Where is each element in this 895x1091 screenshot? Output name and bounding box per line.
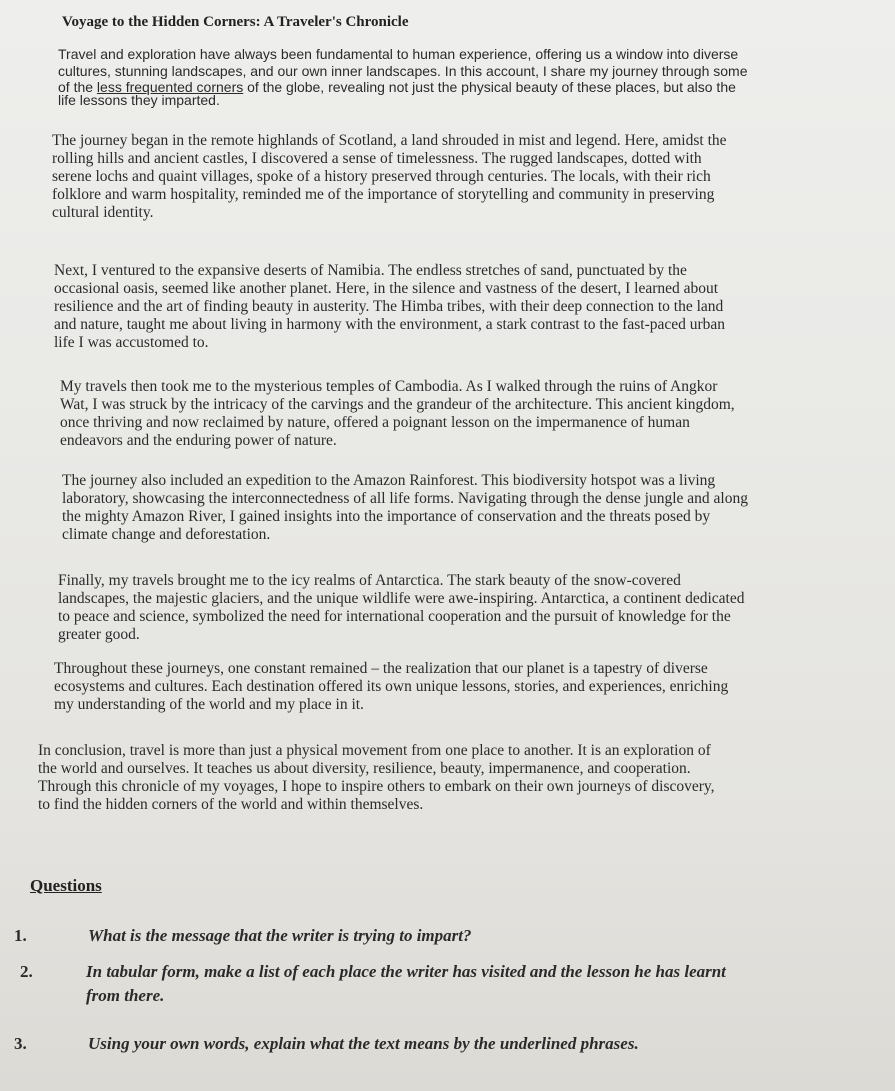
- amazon-paragraph: [62, 472, 748, 544]
- question-text: Using your own words, explain what the text means by the underlined phrases.: [88, 1034, 639, 1053]
- cambodia-paragraph: [60, 378, 735, 450]
- paragraph-line: the mighty Amazon River, I gained insights into the importance of conservation and the threats posed by: [62, 508, 711, 525]
- paragraph-line: The journey began in the remote highlands of Scotland, a land shrouded in mist and legend. Here, amidst the: [52, 132, 727, 149]
- question-number: 3.: [14, 1034, 27, 1053]
- scotland-paragraph: [52, 132, 727, 222]
- paragraph-line: to find the hidden corners of the world and within themselves.: [38, 796, 424, 813]
- paragraph-line: and nature, taught me about living in harmony with the environment, a stark contrast to the fast-paced urban: [54, 316, 726, 333]
- paragraph-line: Through this chronicle of my voyages, I hope to inspire others to embark on their own journeys of discovery,: [38, 778, 715, 795]
- paragraph-line: folklore and warm hospitality, reminded me of the importance of storytelling and community in preserving: [52, 186, 715, 203]
- question-text: [86, 960, 876, 1008]
- paragraph-line: cultural identity.: [52, 204, 154, 221]
- paragraph-line: rolling hills and ancient castles, I discovered a sense of timelessness. The rugged landscapes, dotted with: [52, 150, 702, 167]
- paragraph-line: The journey also included an expedition to the Amazon Rainforest. This biodiversity hotspot was a living: [62, 472, 716, 489]
- paragraph-line: resilience and the art of finding beauty in austerity. The Himba tribes, with their deep connection to the land: [54, 298, 724, 315]
- question-number: 1.: [14, 926, 27, 945]
- paragraph-line: Throughout these journeys, one constant remained – the realization that our planet is a tapestry of diverse: [54, 660, 708, 677]
- conclusion-paragraph: [38, 742, 715, 814]
- paragraph-line: the world and ourselves. It teaches us about diversity, resilience, beauty, impermanence, and cooperation.: [38, 760, 691, 777]
- question-text: What is the message that the writer is trying to impart?: [88, 926, 472, 945]
- line-text: of the: [58, 79, 97, 95]
- question-text-line: In tabular form, make a list of each place the writer has visited and the lesson he has learnt: [86, 962, 726, 981]
- paragraph-line: Travel and exploration have always been fundamental to human experience, offering us a window into diverse: [58, 46, 739, 62]
- paragraph-line: my understanding of the world and my place in it.: [54, 696, 364, 713]
- question-number: 2.: [20, 962, 33, 981]
- paragraph-line: laboratory, showcasing the interconnectedness of all life forms. Navigating through the dense jungle and along: [62, 490, 748, 507]
- paragraph-line: life lessons they imparted.: [58, 91, 220, 108]
- questions-heading: Questions: [30, 876, 102, 895]
- underlined-phrase: less frequented corners: [96, 79, 244, 95]
- paragraph-line: Wat, I was struck by the intricacy of the carvings and the grandeur of the architecture. This ancient kingdom,: [60, 396, 735, 413]
- paragraph-line: occasional oasis, seemed like another planet. Here, in the silence and vastness of the desert, I learned about: [54, 280, 719, 297]
- paragraph-line: climate change and deforestation.: [62, 526, 271, 543]
- paragraph-line: landscapes, the majestic glaciers, and the unique wildlife were awe-inspiring. Antarctica, a continent dedicated: [58, 590, 745, 607]
- question-text-line: from there.: [86, 986, 165, 1005]
- antarctica-paragraph: [58, 572, 744, 644]
- document-title: Voyage to the Hidden Corners: A Traveler's Chronicle: [62, 14, 409, 30]
- paragraph-line: Finally, my travels brought me to the icy realms of Antarctica. The stark beauty of the snow-covered: [58, 572, 681, 589]
- reflection-paragraph: [54, 660, 728, 714]
- paragraph-line: to peace and science, symbolized the need for international cooperation and the pursuit of knowledge for the: [58, 608, 731, 625]
- paragraph-line: life I was accustomed to.: [54, 334, 209, 351]
- paragraph-line: Next, I ventured to the expansive deserts of Namibia. The endless stretches of sand, punctuated by the: [54, 262, 687, 279]
- paragraph-line: My travels then took me to the mysterious temples of Cambodia. As I walked through the ruins of Angkor: [60, 378, 718, 395]
- paragraph-line: once thriving and now reclaimed by nature, offered a poignant lesson on the impermanence of human: [60, 414, 690, 431]
- namibia-paragraph: [54, 262, 725, 352]
- paragraph-line: cultures, stunning landscapes, and our own inner landscapes. In this account, I share my journey through some: [58, 62, 748, 79]
- paragraph-line: greater good.: [58, 626, 140, 643]
- paragraph-line: endeavors and the enduring power of nature.: [60, 432, 337, 449]
- paragraph-line: serene lochs and quaint villages, spoke of a history preserved through centuries. The locals, with their rich: [52, 168, 711, 185]
- line-text: of the globe, revealing not just the physical beauty of these places, but also the: [243, 79, 736, 95]
- paragraph-line: ecosystems and cultures. Each destination offered its own unique lessons, stories, and experiences, enriching: [54, 678, 729, 695]
- intro-paragraph: [58, 46, 748, 108]
- paragraph-line: In conclusion, travel is more than just a physical movement from one place to another. It is an exploration of: [38, 742, 711, 759]
